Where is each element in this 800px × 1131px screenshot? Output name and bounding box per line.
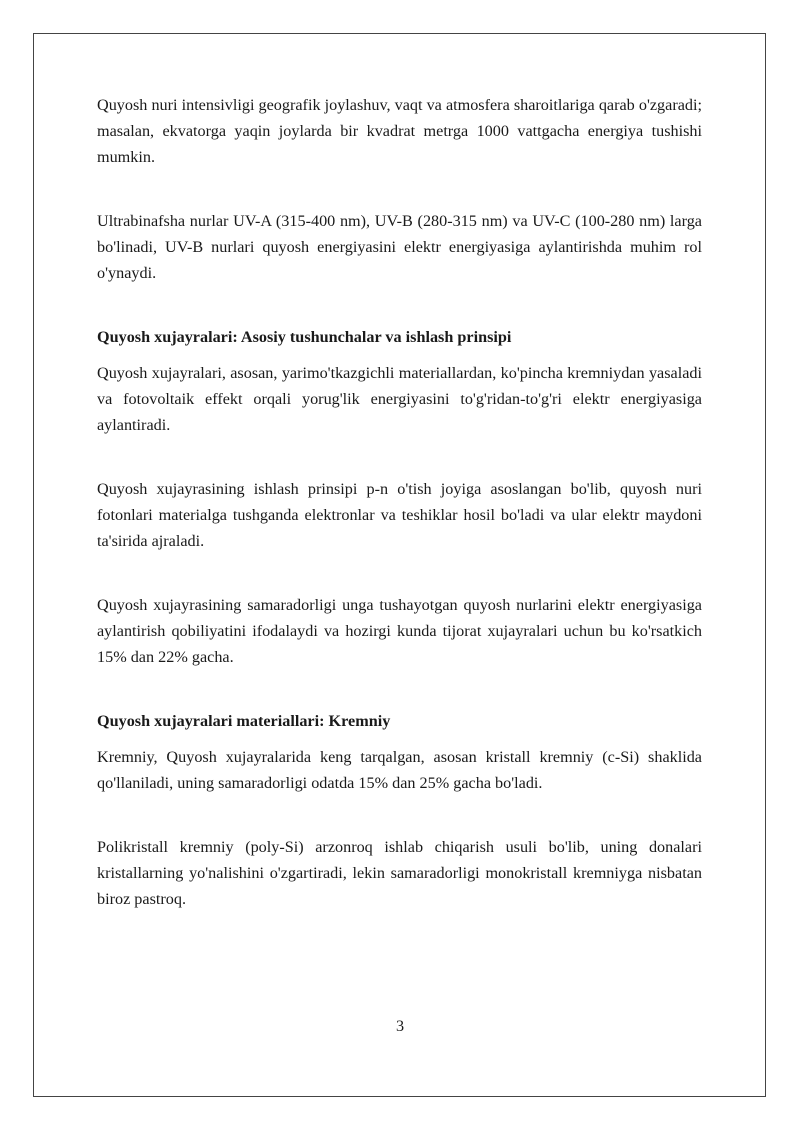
paragraph-polycrystalline-silicon: Polikristall kremniy (poly-Si) arzonroq ishlab chiqarish usuli bo'lib, uning donalari kristallarning yo'nalishini o'zgartiradi, lekin samaradorligi monokristall kremniyga nisbatan biroz pastroq. [97,838,702,908]
paragraph-efficiency: Quyosh xujayrasining samaradorligi unga tushayotgan quyosh nurlarini elektr energiyasiga aylantirish qobiliyatini ifodalaydi va hozirgi kunda tijorat xujayralari uchun bu ko'rsatkich 15% dan 22% gacha. [97,596,702,666]
section-heading-silicon: Quyosh xujayralari materiallari: Kremniy [97,712,391,730]
page-content [97,92,702,912]
paragraph-crystalline-silicon: Kremniy, Quyosh xujayralarida keng tarqalgan, asosan kristall kremniy (c-Si) shaklida qo'llaniladi, uning samaradorligi odatda 15% dan 25% gacha bo'ladi. [97,748,702,792]
paragraph-solar-intensity: Quyosh nuri intensivligi geografik joylashuv, vaqt va atmosfera sharoitlariga qarab o'zgaradi; masalan, ekvatorga yaqin joylarda bir kvadrat metrga 1000 vattgacha energiya tushishi mumkin. [97,96,702,166]
section-heading-solar-cells: Quyosh xujayralari: Asosiy tushunchalar va ishlash prinsipi [97,328,512,346]
paragraph-working-principle: Quyosh xujayrasining ishlash prinsipi p-n o'tish joyiga asoslangan bo'lib, quyosh nuri fotonlari materialga tushganda elektronlar va teshiklar hosil bo'ladi va ular elektr maydoni ta'sirida ajraladi. [97,480,702,550]
paragraph-solar-cells-materials: Quyosh xujayralari, asosan, yarimo'tkazgichli materiallardan, ko'pincha kremniydan yasaladi va fotovoltaik effekt orqali yorug'lik energiyasini to'g'ridan-to'g'ri elektr energiyasiga aylantiradi. [97,364,702,434]
page-number: 3 [395,1017,405,1035]
paragraph-ultraviolet: Ultrabinafsha nurlar UV-A (315-400 nm), UV-B (280-315 nm) va UV-C (100-280 nm) larga bo'linadi, UV-B nurlari quyosh energiyasini elektr energiyasiga aylantirishda muhim rol o'ynaydi. [97,212,702,282]
